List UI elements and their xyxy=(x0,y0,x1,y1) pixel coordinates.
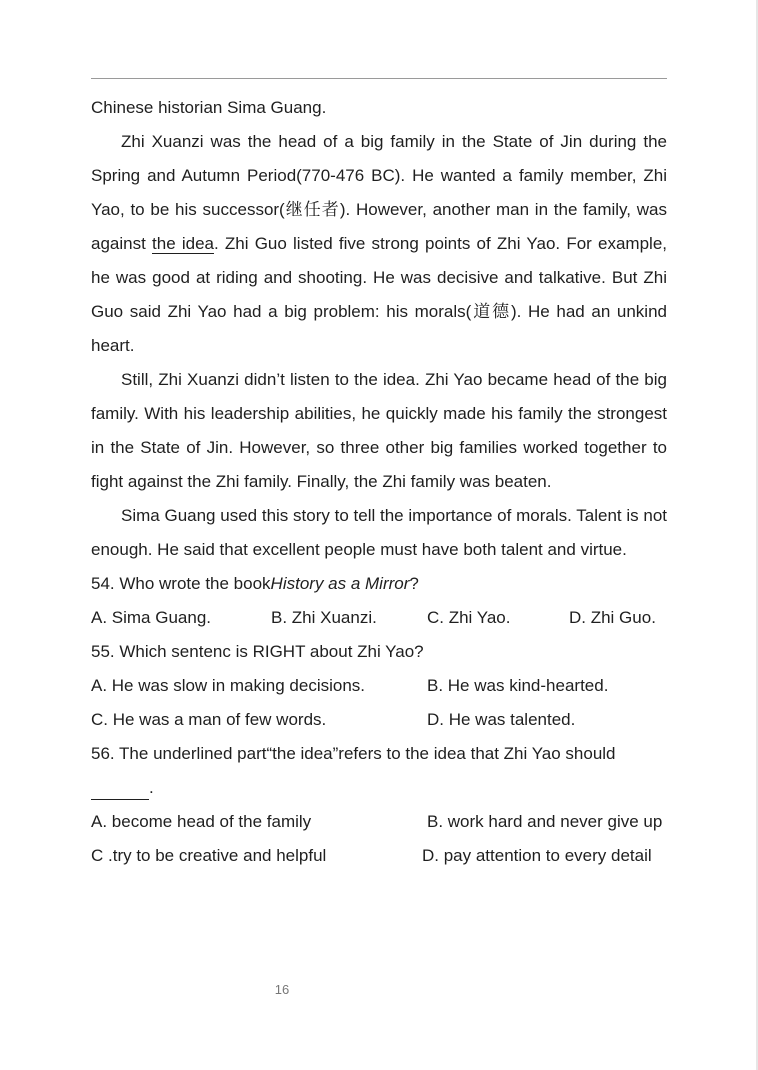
question-54-options xyxy=(91,601,667,635)
header-rule xyxy=(91,78,667,79)
passage-line-continued: Chinese historian Sima Guang. xyxy=(91,98,327,117)
page-number: 16 xyxy=(274,982,290,997)
passage-paragraph-1 xyxy=(91,125,667,363)
option-55-b: B. He was kind-hearted. xyxy=(427,676,609,695)
underlined-the-idea: the idea xyxy=(152,234,214,253)
question-55-options-cd xyxy=(91,703,667,737)
option-55-d: D. He was talented. xyxy=(427,710,576,729)
question-55 xyxy=(91,635,667,737)
question-55-stem: 55. Which sentenc is RIGHT about Zhi Yao? xyxy=(91,642,424,661)
question-56-options-ab xyxy=(91,805,667,839)
p1-text-after: . Zhi Guo listed five strong points of Zhi Yao. For example, he was good at riding and shooting. He was decisive and talkative. But Zhi Guo said Zhi Yao had a big problem: his morals(道德). He had an unkind heart. xyxy=(91,234,667,355)
option-54-d: D. Zhi Guo. xyxy=(569,608,656,627)
question-56 xyxy=(91,737,667,873)
p1-text-before: Zhi Xuanzi was the head of a big family in the State of Jin during the Spring and Autumn Period(770-476 BC). He wanted a family member, Zhi Yao, to be his successor(继任者). However, another man in the family, was against xyxy=(91,132,667,253)
option-54-c: C. Zhi Yao. xyxy=(427,608,511,627)
option-54-b: B. Zhi Xuanzi. xyxy=(271,608,377,627)
option-54-a: A. Sima Guang. xyxy=(91,608,212,627)
option-55-a: A. He was slow in making decisions. xyxy=(91,676,366,695)
passage-paragraph-2: Still, Zhi Xuanzi didn’t listen to the idea. Zhi Yao became head of the big family. With his leadership abilities, he quickly made his family the strongest in the State of Jin. However, so three other big families worked together to fight against the Zhi family. Finally, the Zhi family was beaten. xyxy=(91,370,667,491)
passage-paragraph-3: Sima Guang used this story to tell the importance of morals. Talent is not enough. He said that excellent people must have both talent and virtue. xyxy=(91,506,667,559)
question-54-stem: 54. Who wrote the book History as a Mirror ? xyxy=(91,567,667,601)
question-56-blank-line: . xyxy=(91,771,667,805)
question-55-options-ab xyxy=(91,669,667,703)
option-56-b: B. work hard and never give up xyxy=(427,812,663,831)
option-56-d: D. pay attention to every detail xyxy=(422,846,652,865)
page-content xyxy=(91,91,667,873)
question-56-stem: 56. The underlined part“the idea”refers to the idea that Zhi Yao should xyxy=(91,744,616,763)
option-56-c: C .try to be creative and helpful xyxy=(91,846,327,865)
book-title: History as a Mirror xyxy=(270,574,410,593)
question-56-options-cd xyxy=(91,839,667,873)
option-55-c: C. He was a man of few words. xyxy=(91,710,327,729)
answer-blank xyxy=(91,777,149,800)
question-54 xyxy=(91,567,667,635)
option-56-a: A. become head of the family xyxy=(91,812,312,831)
